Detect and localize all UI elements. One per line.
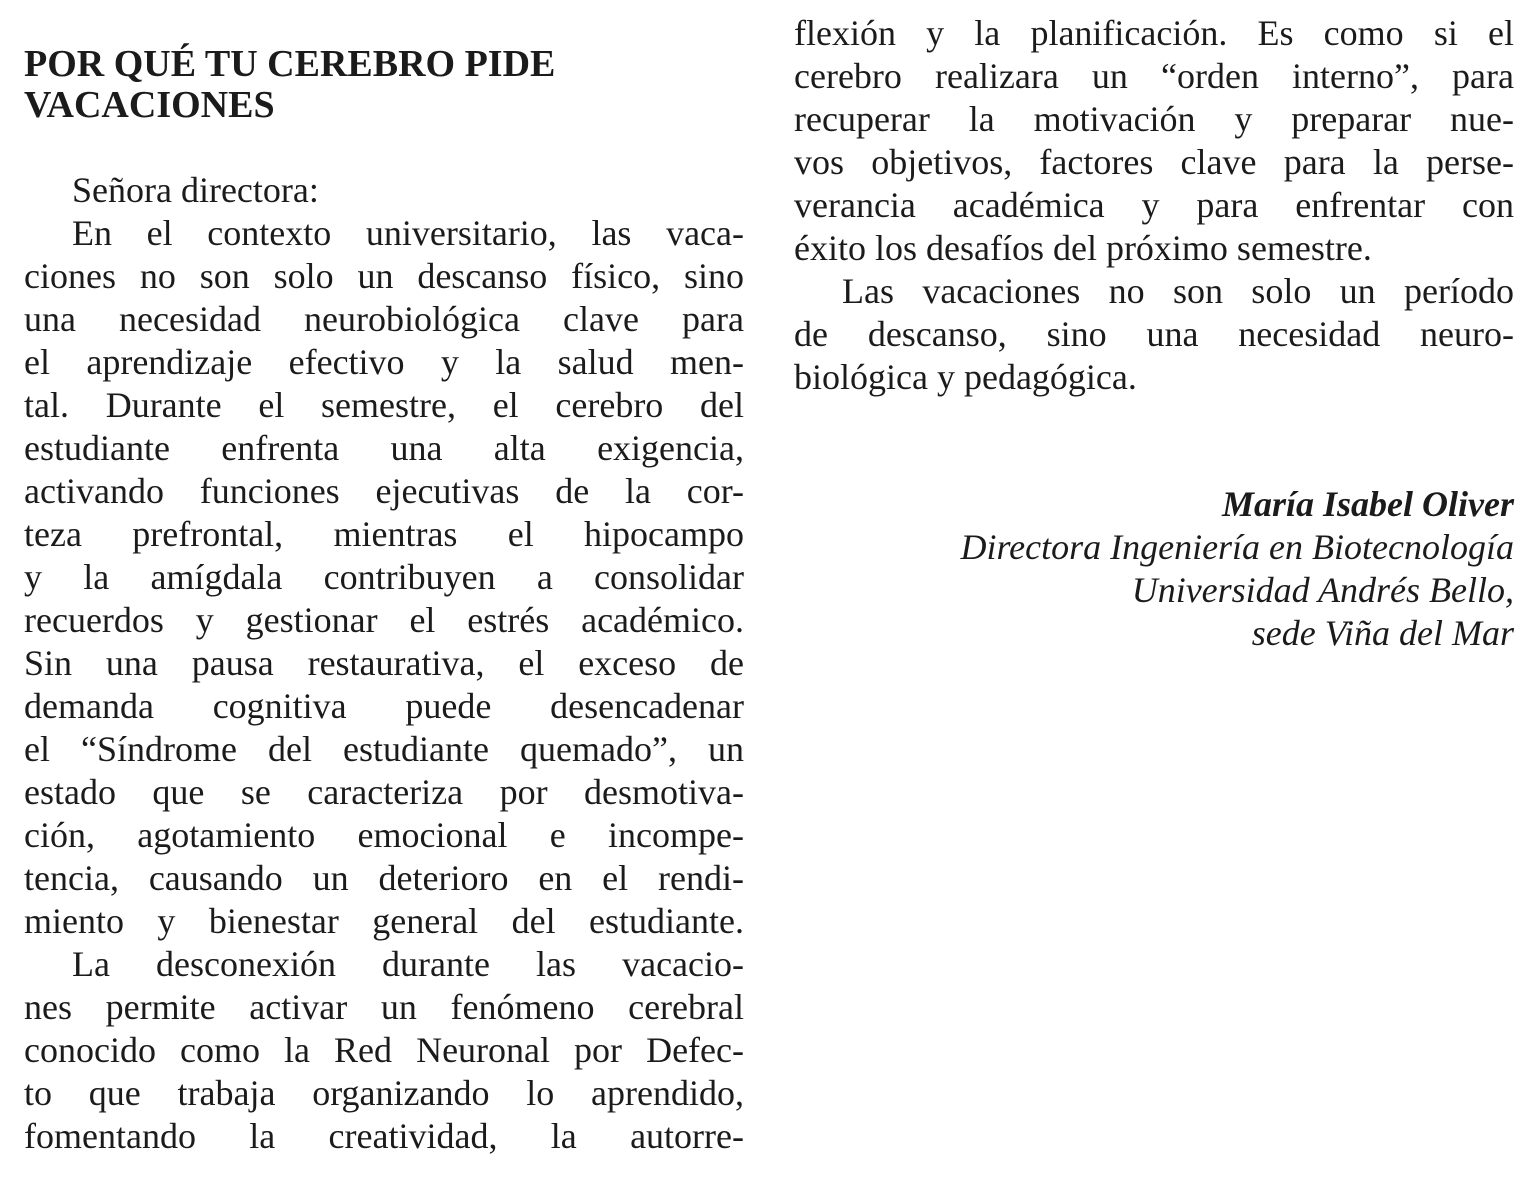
body-line: activando funciones ejecutivas de la cor- [24, 471, 744, 511]
body-line: vos objetivos, factores clave para la perse- [794, 142, 1514, 182]
body-line: flexión y la planificación. Es como si el [794, 13, 1514, 53]
article-headline [24, 44, 744, 126]
body-line: recuperar la motivación y preparar nue- [794, 99, 1514, 139]
author-institution: Universidad Andrés Bello, [1131, 570, 1514, 610]
body-line: Las vacaciones no son solo un período [842, 271, 1514, 311]
author-name: María Isabel Oliver [1222, 484, 1514, 524]
body-line: fomentando la creatividad, la autorre- [24, 1116, 744, 1156]
body-line: biológica y pedagógica. [794, 357, 1137, 397]
body-line: demanda cognitiva puede desencadenar [24, 686, 744, 726]
body-line: ciones no son solo un descanso físico, sino [24, 256, 744, 296]
body-line: miento y bienestar general del estudiante. [24, 901, 744, 941]
body-line: ción, agotamiento emocional e incompe- [24, 815, 744, 855]
body-line: una necesidad neurobiológica clave para [24, 299, 744, 339]
body-line: verancia académica y para enfrentar con [794, 185, 1514, 225]
body-line: teza prefrontal, mientras el hipocampo [24, 514, 744, 554]
body-line: y la amígdala contribuyen a consolidar [24, 557, 744, 597]
salutation: Señora directora: [72, 170, 319, 210]
body-line: el aprendizaje efectivo y la salud men- [24, 342, 744, 382]
author-signature [794, 482, 1514, 655]
body-line: recuerdos y gestionar el estrés académico. [24, 600, 744, 640]
body-line: de descanso, sino una necesidad neuro- [794, 314, 1514, 354]
headline-line-1: POR QUÉ TU CEREBRO PIDE [24, 43, 556, 85]
author-campus: sede Viña del Mar [1251, 613, 1514, 653]
body-line: La desconexión durante las vacacio- [72, 944, 744, 984]
body-line: tal. Durante el semestre, el cerebro del [24, 385, 744, 425]
body-line: estado que se caracteriza por desmotiva- [24, 772, 744, 812]
body-line: nes permite activar un fenómeno cerebral [24, 987, 744, 1027]
body-line: tencia, causando un deterioro en el rendi- [24, 858, 744, 898]
body-line: Sin una pausa restaurativa, el exceso de [24, 643, 744, 683]
body-line: cerebro realizara un “orden interno”, para [794, 56, 1514, 96]
body-line: el “Síndrome del estudiante quemado”, un [24, 729, 744, 769]
body-line: éxito los desafíos del próximo semestre. [794, 228, 1372, 268]
article-body-left-column [24, 169, 744, 1158]
body-line: En el contexto universitario, las vaca- [72, 213, 744, 253]
author-title: Directora Ingeniería en Biotecnología [960, 527, 1514, 567]
headline-line-2: VACACIONES [24, 84, 275, 126]
article-body-right-column [794, 12, 1514, 399]
body-line: to que trabaja organizando lo aprendido, [24, 1073, 744, 1113]
body-line: estudiante enfrenta una alta exigencia, [24, 428, 744, 468]
body-line: conocido como la Red Neuronal por Defec- [24, 1030, 744, 1070]
